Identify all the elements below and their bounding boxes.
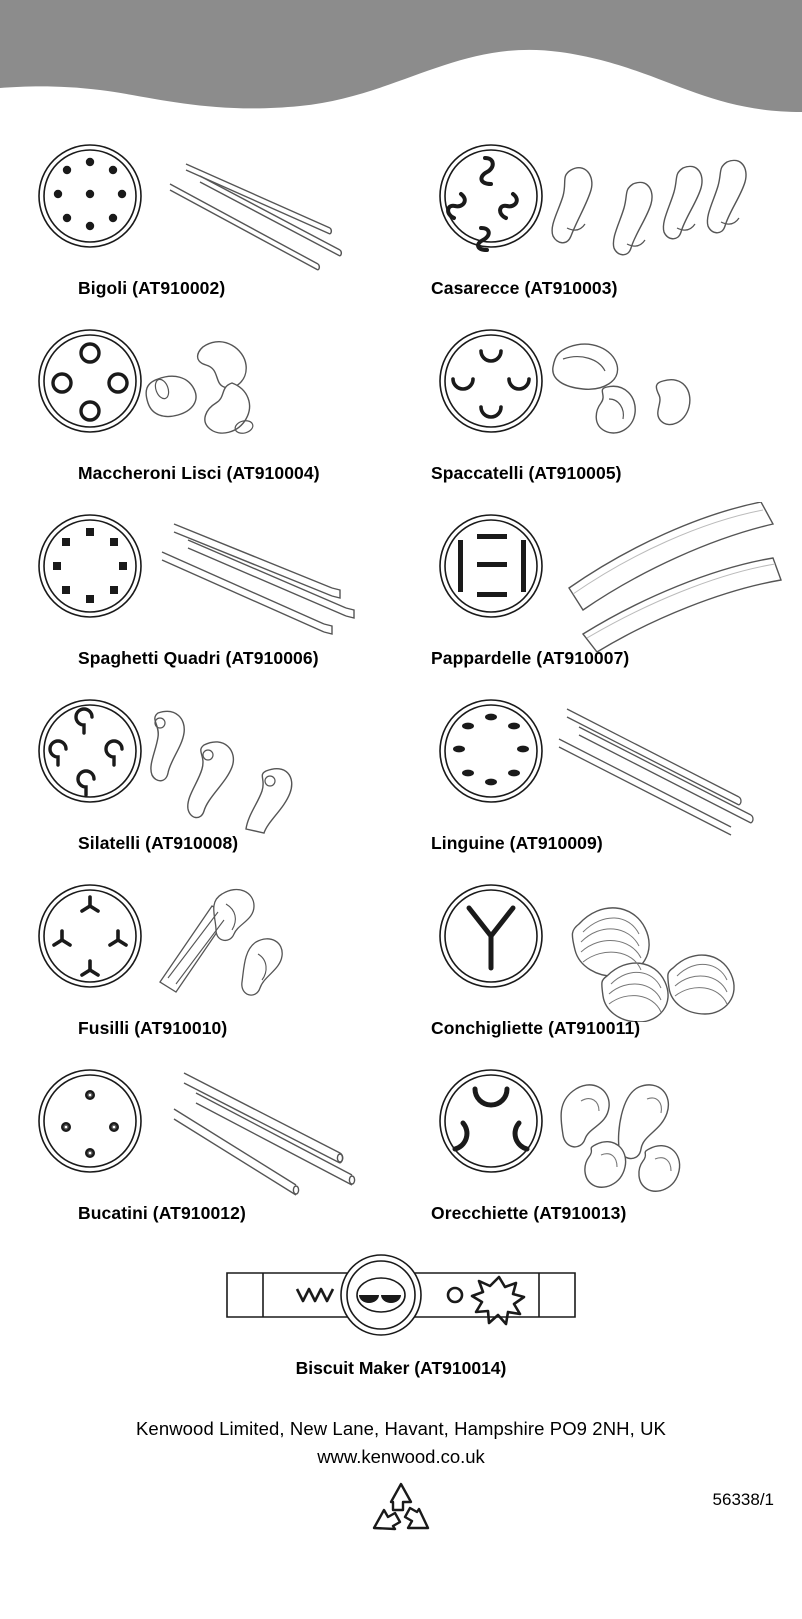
entry-linguine xyxy=(401,687,802,872)
entry-label: Bigoli (AT910002) xyxy=(78,278,226,298)
orecchiette-art xyxy=(401,1057,802,1207)
footer xyxy=(0,1418,802,1509)
entry-label: Spaghetti Quadri (AT910006) xyxy=(78,648,319,668)
entry-bigoli xyxy=(0,132,401,317)
entry-label: Bucatini (AT910012) xyxy=(78,1203,246,1223)
table-row xyxy=(0,872,802,1057)
entry-label: Orecchiette (AT910013) xyxy=(431,1203,627,1223)
linguine-art xyxy=(401,687,802,837)
table-row xyxy=(0,687,802,872)
recycle-icon xyxy=(366,1478,436,1545)
website-url: www.kenwood.co.uk xyxy=(317,1446,485,1467)
entry-label: Pappardelle (AT910007) xyxy=(431,648,630,668)
casarecce-art xyxy=(401,132,802,282)
entry-conchigliette xyxy=(401,872,802,1057)
bucatini-art xyxy=(0,1057,401,1207)
entry-orecchiette xyxy=(401,1057,802,1242)
entry-fusilli xyxy=(0,872,401,1057)
table-row xyxy=(0,502,802,687)
table-row xyxy=(0,1057,802,1242)
entry-casarecce xyxy=(401,132,802,317)
pappardelle-art xyxy=(401,502,802,652)
company-address: Kenwood Limited, New Lane, Havant, Hampshire PO9 2NH, UK xyxy=(135,1418,666,1439)
entry-biscuit-maker xyxy=(0,1245,802,1379)
bigoli-art xyxy=(0,132,401,282)
spaccatelli-art xyxy=(401,317,802,467)
top-banner xyxy=(0,0,802,130)
entry-bucatini xyxy=(0,1057,401,1242)
entry-label: Casarecce (AT910003) xyxy=(431,278,618,298)
entry-label: Maccheroni Lisci (AT910004) xyxy=(78,463,320,483)
entry-label: Spaccatelli (AT910005) xyxy=(431,463,622,483)
entry-label: Biscuit Maker (AT910014) xyxy=(295,1358,507,1378)
entry-label: Linguine (AT910009) xyxy=(431,833,603,853)
fusilli-art xyxy=(0,872,401,1022)
table-row xyxy=(0,317,802,502)
silatelli-art xyxy=(0,687,401,837)
conchigliette-art xyxy=(401,872,802,1022)
document-code: 56338/1 xyxy=(712,1490,774,1509)
table-row xyxy=(0,132,802,317)
entry-silatelli xyxy=(0,687,401,872)
entry-maccheroni xyxy=(0,317,401,502)
spaghetti-quadri-art xyxy=(0,502,401,652)
pasta-die-grid xyxy=(0,132,802,1242)
entry-label: Silatelli (AT910008) xyxy=(78,833,239,853)
entry-spaghetti-quadri xyxy=(0,502,401,687)
entry-label: Fusilli (AT910010) xyxy=(78,1018,228,1038)
entry-spaccatelli xyxy=(401,317,802,502)
entry-label: Conchigliette (AT910011) xyxy=(431,1018,641,1038)
maccheroni-art xyxy=(0,317,401,467)
entry-pappardelle xyxy=(401,502,802,687)
biscuit-maker-art xyxy=(221,1245,581,1345)
